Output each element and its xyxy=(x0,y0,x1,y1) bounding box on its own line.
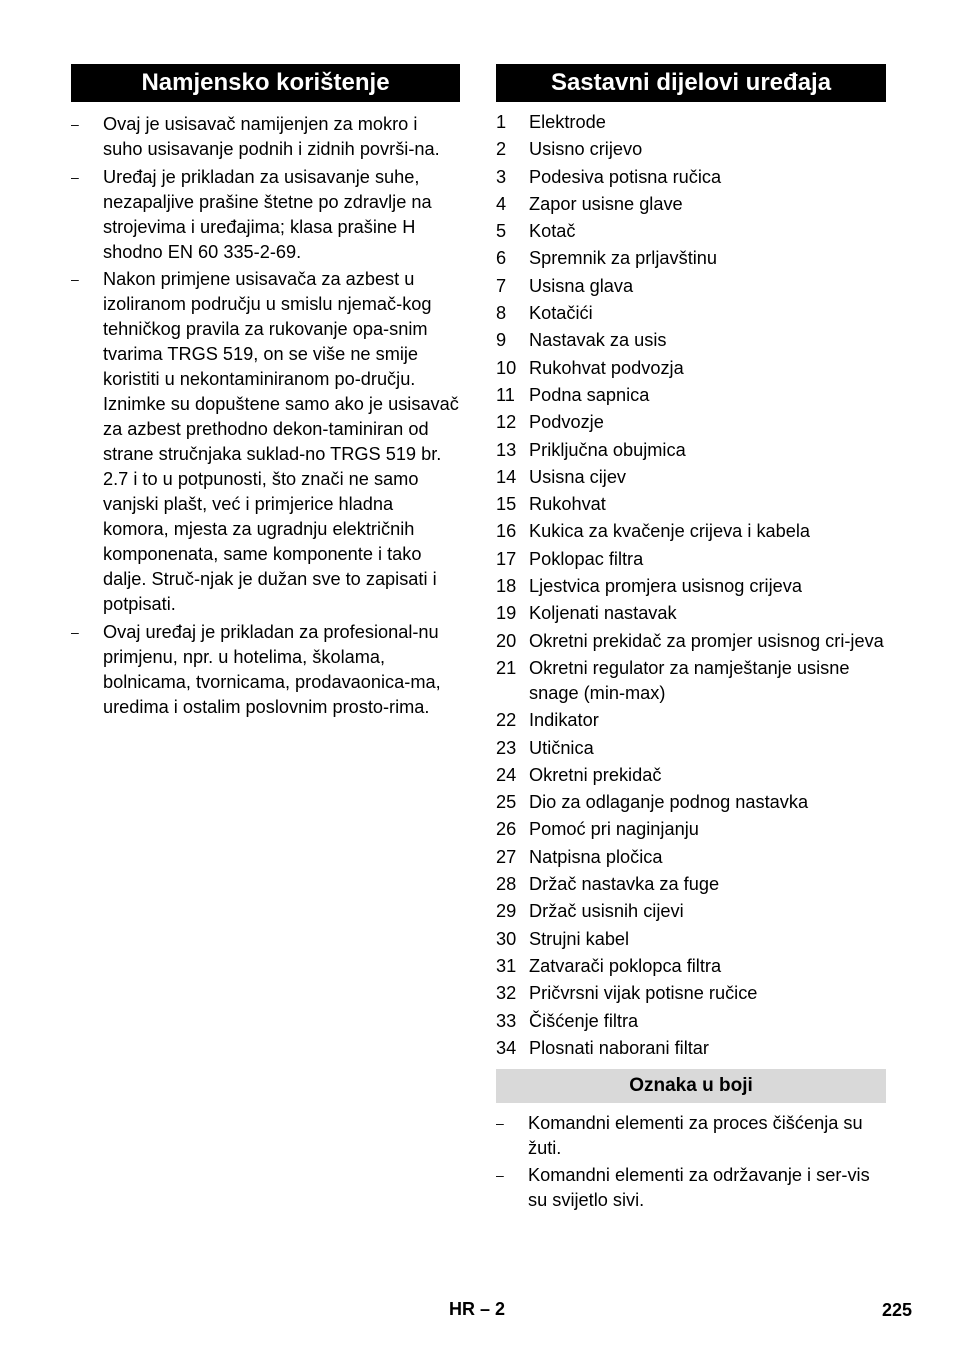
parts-list-item xyxy=(496,137,886,162)
parts-list-item xyxy=(496,1009,886,1034)
parts-list-item xyxy=(496,629,886,654)
part-label: Podesiva potisna ručica xyxy=(529,166,722,187)
parts-list-item xyxy=(496,736,886,761)
part-label: Držač usisnih cijevi xyxy=(529,901,684,922)
parts-list-item xyxy=(496,574,886,599)
intended-use-list xyxy=(71,112,460,720)
part-label: Ljestvica promjera usisnog crijeva xyxy=(529,576,802,597)
parts-list-item xyxy=(496,872,886,897)
left-column xyxy=(71,64,460,722)
dash-bullet: – xyxy=(71,623,79,640)
part-number: 33 xyxy=(496,1010,517,1031)
part-number: 29 xyxy=(496,901,517,922)
part-label: Poklopac filtra xyxy=(529,548,644,569)
list-item-text: Ovaj je usisavač namijenjen za mokro i suho usisavanje podnih i zidnih površi-na. xyxy=(103,114,440,159)
list-item xyxy=(71,112,460,162)
part-label: Zatvarači poklopca filtra xyxy=(529,955,722,976)
list-item-text: Ovaj uređaj je prikladan za profesional-nu primjenu, npr. u hotelima, školama, bolnicama, tvornicama, prodavaonica-ma, uredima i ostalim poslovnim prosto-rima. xyxy=(103,621,441,717)
part-label: Koljenati nastavak xyxy=(529,603,677,624)
parts-list-item xyxy=(496,274,886,299)
parts-list-item xyxy=(496,763,886,788)
part-label: Priključna obujmica xyxy=(529,439,686,460)
dash-bullet: – xyxy=(71,116,79,132)
part-number: 24 xyxy=(496,764,517,785)
part-label: Kukica za kvačenje crijeva i kabela xyxy=(529,521,811,542)
part-label: Kotač xyxy=(529,221,576,242)
part-label: Usisna glava xyxy=(529,275,634,296)
parts-list-item xyxy=(496,845,886,870)
part-number: 2 xyxy=(496,139,507,160)
part-number: 22 xyxy=(496,710,517,731)
parts-list-item xyxy=(496,410,886,435)
part-number: 28 xyxy=(496,874,517,895)
part-label: Spremnik za prljavštinu xyxy=(529,248,718,269)
part-number: 19 xyxy=(496,603,517,624)
footer-language-page: HR – 2 xyxy=(449,1299,506,1319)
part-number: 27 xyxy=(496,846,517,867)
part-number: 5 xyxy=(496,221,507,242)
part-number: 31 xyxy=(496,955,517,976)
part-number: 1 xyxy=(496,112,507,132)
part-label: Nastavak za usis xyxy=(529,330,667,351)
parts-list-item xyxy=(496,328,886,353)
parts-list-item xyxy=(496,165,886,190)
part-label: Zapor usisne glave xyxy=(529,193,683,214)
part-number: 14 xyxy=(496,466,517,487)
part-label: Rukohvat podvozja xyxy=(529,357,684,378)
parts-list-item xyxy=(496,356,886,381)
part-number: 4 xyxy=(496,193,507,214)
part-number: 7 xyxy=(496,275,507,296)
dash-bullet: – xyxy=(496,1114,504,1131)
part-number: 6 xyxy=(496,248,507,269)
list-item xyxy=(496,1111,886,1161)
part-number: 8 xyxy=(496,303,507,324)
device-parts-list xyxy=(496,110,886,1061)
parts-list-item xyxy=(496,656,886,706)
list-item xyxy=(71,165,460,265)
parts-list-item xyxy=(496,383,886,408)
parts-list-item xyxy=(496,708,886,733)
dash-bullet: – xyxy=(71,271,79,287)
part-label: Okretni prekidač za promjer usisnog cri-jeva xyxy=(529,630,884,651)
part-number: 16 xyxy=(496,521,517,542)
list-item-text: Uređaj je prikladan za usisavanje suhe, nezapaljive prašine štetne po zdravlje na strojevima i uređajima; klasa prašine H shodno EN 60 335-2-69. xyxy=(103,166,432,262)
parts-list-item xyxy=(496,954,886,979)
part-number: 9 xyxy=(496,330,507,351)
part-label: Kotačići xyxy=(529,303,593,324)
part-label: Okretni prekidač xyxy=(529,764,662,785)
part-label: Pričvrsni vijak potisne ručice xyxy=(529,983,758,1004)
list-item-text: Komandni elementi za proces čišćenja su žuti. xyxy=(528,1112,863,1158)
dash-bullet: – xyxy=(496,1167,504,1184)
parts-list-item xyxy=(496,981,886,1006)
parts-list-item xyxy=(496,110,886,135)
dash-bullet: – xyxy=(71,168,79,185)
part-label: Indikator xyxy=(529,710,599,731)
part-number: 30 xyxy=(496,928,517,949)
part-number: 17 xyxy=(496,548,517,569)
part-label: Elektrode xyxy=(529,112,606,132)
part-label: Usisna cijev xyxy=(529,466,627,487)
parts-list-item xyxy=(496,547,886,572)
part-number: 34 xyxy=(496,1037,517,1058)
parts-list-item xyxy=(496,817,886,842)
parts-list-item xyxy=(496,1036,886,1061)
parts-list-item xyxy=(496,927,886,952)
part-label: Utičnica xyxy=(529,737,594,758)
part-label: Rukohvat xyxy=(529,494,606,515)
color-code-list xyxy=(496,1111,886,1214)
part-label: Držač nastavka za fuge xyxy=(529,874,720,895)
page-number: 225 xyxy=(881,1300,912,1320)
part-number: 20 xyxy=(496,630,517,651)
parts-list-item xyxy=(496,246,886,271)
section-heading-device-parts: Sastavni dijelovi uređaja xyxy=(496,64,886,102)
part-number: 11 xyxy=(496,384,515,405)
part-number: 18 xyxy=(496,576,517,597)
part-number: 15 xyxy=(496,494,517,515)
parts-list-item xyxy=(496,519,886,544)
part-label: Podvozje xyxy=(529,412,604,433)
part-label: Strujni kabel xyxy=(529,928,630,949)
section-heading-intended-use: Namjensko korištenje xyxy=(71,64,460,102)
part-number: 10 xyxy=(496,357,517,378)
parts-list-item xyxy=(496,192,886,217)
part-label: Okretni regulator za namještanje usisne snage (min-max) xyxy=(529,657,850,703)
part-label: Usisno crijevo xyxy=(529,139,643,160)
part-label: Pomoć pri naginjanju xyxy=(529,819,699,840)
list-item xyxy=(71,620,460,720)
list-item-text: Nakon primjene usisavača za azbest u izoliranom području u smislu njemač-kog tehničkog pravila za rukovanje opa-snim tvarima TRGS 519, on se više ne smije koristiti u nekontaminiranom po-dručju. Iznimke su dopuštene samo ako je usisavač za azbest prethodno dekon-taminiran od strane stručnjaka suklad-no TRGS 519 br. 2.7 i to u potpunosti, što znači ne samo vanjski plašt, već i primjerice hladna komora, mjesta za ugradnju električnih komponenata, same komponente i tako dalje. Struč-njak je dužan sve to zapisati i potpisati. xyxy=(103,269,459,614)
part-number: 21 xyxy=(496,657,517,678)
part-number: 26 xyxy=(496,819,517,840)
part-number: 32 xyxy=(496,983,517,1004)
part-label: Natpisna pločica xyxy=(529,846,663,867)
part-number: 25 xyxy=(496,792,517,813)
part-number: 13 xyxy=(496,439,517,460)
part-label: Dio za odlaganje podnog nastavka xyxy=(529,792,809,813)
list-item-text: Komandni elementi za održavanje i ser-vis su svijetlo sivi. xyxy=(528,1165,870,1211)
parts-list-item xyxy=(496,492,886,517)
part-number: 3 xyxy=(496,166,507,187)
right-column xyxy=(496,64,886,1216)
section-subheading-color-code: Oznaka u boji xyxy=(496,1069,886,1103)
part-label: Plosnati naborani filtar xyxy=(529,1037,709,1058)
parts-list-item xyxy=(496,899,886,924)
parts-list-item xyxy=(496,219,886,244)
part-number: 12 xyxy=(496,412,517,433)
parts-list-item xyxy=(496,465,886,490)
parts-list-item xyxy=(496,601,886,626)
parts-list-item xyxy=(496,301,886,326)
part-label: Podna sapnica xyxy=(529,384,650,405)
list-item xyxy=(71,267,460,617)
parts-list-item xyxy=(496,790,886,815)
part-label: Čišćenje filtra xyxy=(529,1010,639,1031)
parts-list-item xyxy=(496,438,886,463)
part-number: 23 xyxy=(496,737,517,758)
list-item xyxy=(496,1163,886,1213)
